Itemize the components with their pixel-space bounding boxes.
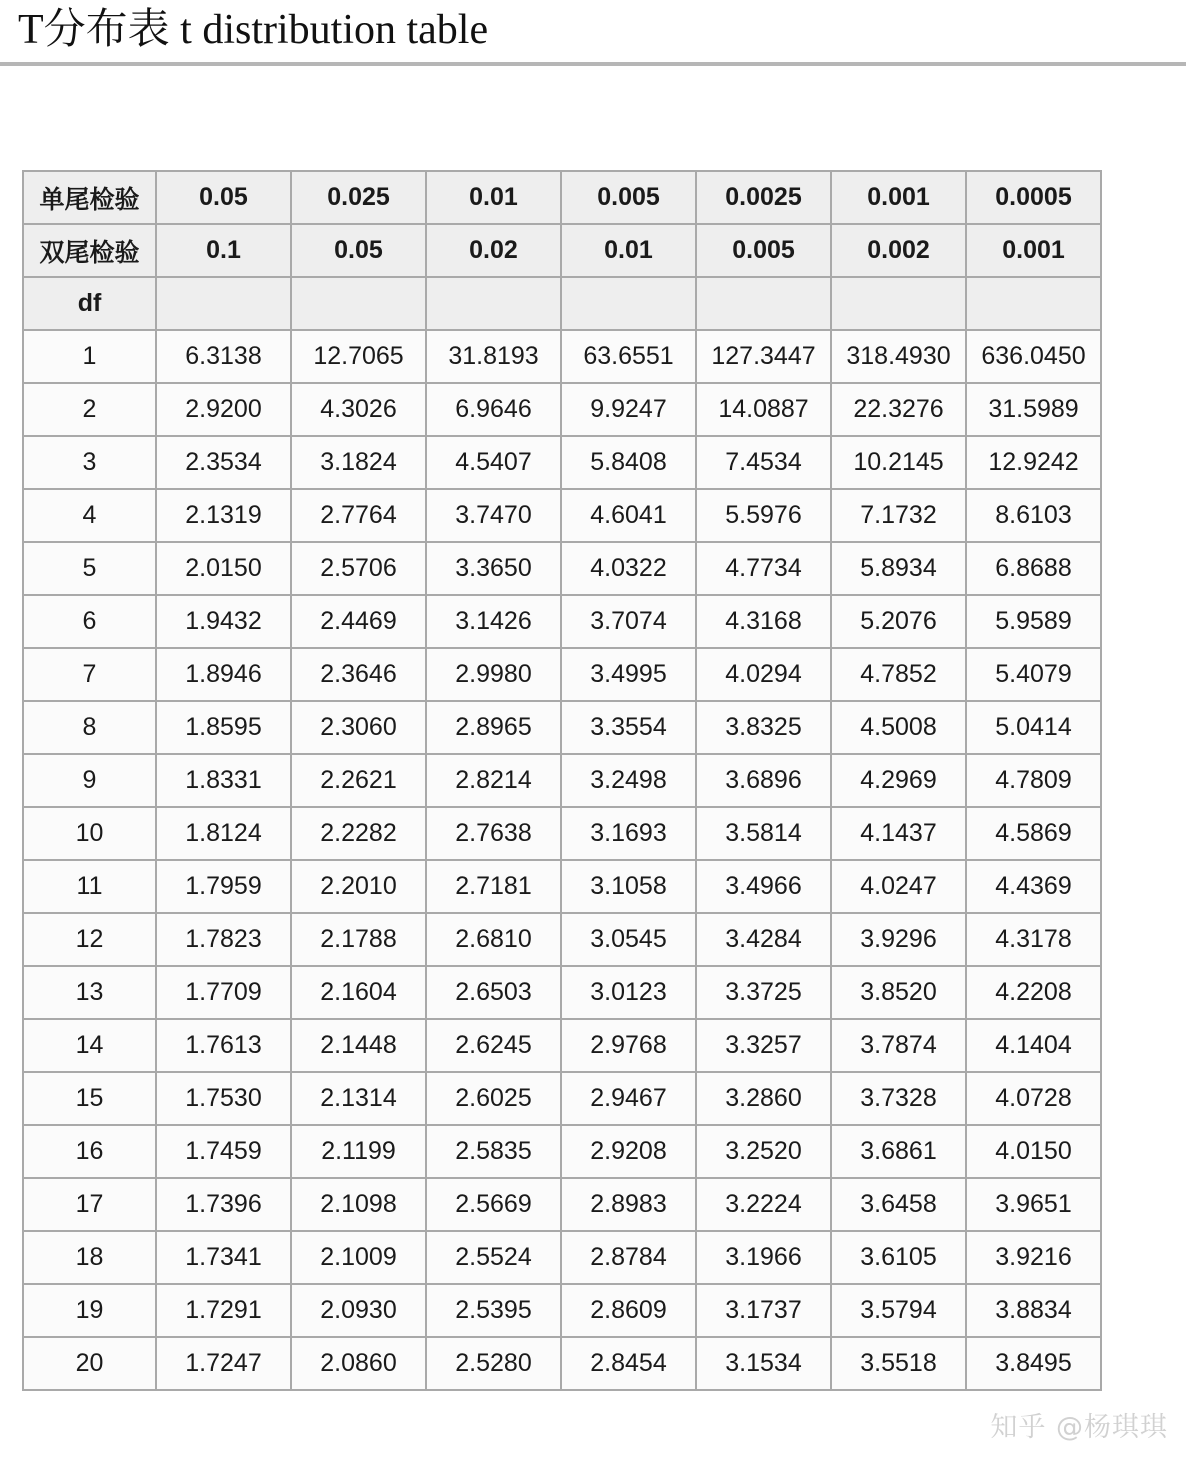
critical-value-cell: 3.6861 — [831, 1125, 966, 1178]
two-tailed-level-6: 0.001 — [966, 224, 1101, 277]
table-row — [23, 701, 1101, 754]
critical-value-cell: 3.4284 — [696, 913, 831, 966]
critical-value-cell: 31.5989 — [966, 383, 1101, 436]
df-value: 17 — [23, 1178, 156, 1231]
table-row — [23, 436, 1101, 489]
critical-value-cell: 4.0294 — [696, 648, 831, 701]
critical-value-cell: 2.2010 — [291, 860, 426, 913]
critical-value-cell: 1.9432 — [156, 595, 291, 648]
critical-value-cell: 12.9242 — [966, 436, 1101, 489]
critical-value-cell: 2.8609 — [561, 1284, 696, 1337]
critical-value-cell: 3.2860 — [696, 1072, 831, 1125]
table-row — [23, 648, 1101, 701]
critical-value-cell: 3.8834 — [966, 1284, 1101, 1337]
one-tailed-header-row — [23, 171, 1101, 224]
critical-value-cell: 127.3447 — [696, 330, 831, 383]
critical-value-cell: 3.3257 — [696, 1019, 831, 1072]
two-tailed-level-0: 0.1 — [156, 224, 291, 277]
critical-value-cell: 3.3554 — [561, 701, 696, 754]
table-row — [23, 807, 1101, 860]
critical-value-cell: 2.0930 — [291, 1284, 426, 1337]
critical-value-cell: 3.4995 — [561, 648, 696, 701]
one-tailed-level-0: 0.05 — [156, 171, 291, 224]
critical-value-cell: 4.0728 — [966, 1072, 1101, 1125]
table-container — [0, 66, 1186, 1391]
critical-value-cell: 2.1199 — [291, 1125, 426, 1178]
two-tailed-header-row — [23, 224, 1101, 277]
df-value: 15 — [23, 1072, 156, 1125]
critical-value-cell: 1.8124 — [156, 807, 291, 860]
critical-value-cell: 2.1319 — [156, 489, 291, 542]
critical-value-cell: 12.7065 — [291, 330, 426, 383]
critical-value-cell: 4.3178 — [966, 913, 1101, 966]
df-spacer-5 — [831, 277, 966, 330]
critical-value-cell: 3.0123 — [561, 966, 696, 1019]
one-tailed-label: 单尾检验 — [23, 171, 156, 224]
df-value: 2 — [23, 383, 156, 436]
df-value: 18 — [23, 1231, 156, 1284]
critical-value-cell: 2.2282 — [291, 807, 426, 860]
critical-value-cell: 3.7074 — [561, 595, 696, 648]
critical-value-cell: 2.5524 — [426, 1231, 561, 1284]
critical-value-cell: 2.8983 — [561, 1178, 696, 1231]
critical-value-cell: 2.7638 — [426, 807, 561, 860]
critical-value-cell: 2.0860 — [291, 1337, 426, 1390]
critical-value-cell: 22.3276 — [831, 383, 966, 436]
df-value: 13 — [23, 966, 156, 1019]
table-head — [23, 171, 1101, 330]
critical-value-cell: 6.9646 — [426, 383, 561, 436]
page-title: T分布表 t distribution table — [18, 7, 489, 53]
critical-value-cell: 3.9651 — [966, 1178, 1101, 1231]
table-row — [23, 913, 1101, 966]
t-distribution-table — [22, 170, 1102, 1391]
df-value: 11 — [23, 860, 156, 913]
critical-value-cell: 5.8934 — [831, 542, 966, 595]
critical-value-cell: 4.1437 — [831, 807, 966, 860]
critical-value-cell: 3.1534 — [696, 1337, 831, 1390]
critical-value-cell: 3.9216 — [966, 1231, 1101, 1284]
critical-value-cell: 2.9980 — [426, 648, 561, 701]
critical-value-cell: 9.9247 — [561, 383, 696, 436]
critical-value-cell: 2.8214 — [426, 754, 561, 807]
two-tailed-level-2: 0.02 — [426, 224, 561, 277]
critical-value-cell: 2.7764 — [291, 489, 426, 542]
critical-value-cell: 3.8325 — [696, 701, 831, 754]
critical-value-cell: 3.6896 — [696, 754, 831, 807]
table-row — [23, 1231, 1101, 1284]
critical-value-cell: 5.4079 — [966, 648, 1101, 701]
critical-value-cell: 2.0150 — [156, 542, 291, 595]
critical-value-cell: 4.3168 — [696, 595, 831, 648]
table-row — [23, 1125, 1101, 1178]
critical-value-cell: 3.7470 — [426, 489, 561, 542]
df-header-row — [23, 277, 1101, 330]
table-row — [23, 330, 1101, 383]
one-tailed-level-4: 0.0025 — [696, 171, 831, 224]
critical-value-cell: 4.0247 — [831, 860, 966, 913]
critical-value-cell: 3.7874 — [831, 1019, 966, 1072]
one-tailed-level-2: 0.01 — [426, 171, 561, 224]
df-label: df — [23, 277, 156, 330]
critical-value-cell: 1.7709 — [156, 966, 291, 1019]
critical-value-cell: 2.6245 — [426, 1019, 561, 1072]
df-value: 7 — [23, 648, 156, 701]
critical-value-cell: 3.1426 — [426, 595, 561, 648]
table-body — [23, 330, 1101, 1390]
critical-value-cell: 5.9589 — [966, 595, 1101, 648]
critical-value-cell: 3.2520 — [696, 1125, 831, 1178]
table-row — [23, 1337, 1101, 1390]
df-value: 10 — [23, 807, 156, 860]
critical-value-cell: 2.4469 — [291, 595, 426, 648]
critical-value-cell: 2.6025 — [426, 1072, 561, 1125]
critical-value-cell: 3.5794 — [831, 1284, 966, 1337]
critical-value-cell: 4.2208 — [966, 966, 1101, 1019]
critical-value-cell: 5.5976 — [696, 489, 831, 542]
critical-value-cell: 1.7530 — [156, 1072, 291, 1125]
critical-value-cell: 1.7459 — [156, 1125, 291, 1178]
critical-value-cell: 4.3026 — [291, 383, 426, 436]
critical-value-cell: 4.5869 — [966, 807, 1101, 860]
critical-value-cell: 63.6551 — [561, 330, 696, 383]
df-value: 14 — [23, 1019, 156, 1072]
table-row — [23, 383, 1101, 436]
watermark: 知乎 @杨琪琪 — [990, 1412, 1168, 1443]
df-value: 1 — [23, 330, 156, 383]
critical-value-cell: 1.7247 — [156, 1337, 291, 1390]
critical-value-cell: 636.0450 — [966, 330, 1101, 383]
critical-value-cell: 3.6105 — [831, 1231, 966, 1284]
critical-value-cell: 3.1824 — [291, 436, 426, 489]
critical-value-cell: 3.5814 — [696, 807, 831, 860]
critical-value-cell: 2.1604 — [291, 966, 426, 1019]
critical-value-cell: 2.9768 — [561, 1019, 696, 1072]
df-value: 8 — [23, 701, 156, 754]
critical-value-cell: 1.7396 — [156, 1178, 291, 1231]
df-value: 16 — [23, 1125, 156, 1178]
two-tailed-label: 双尾检验 — [23, 224, 156, 277]
critical-value-cell: 3.8495 — [966, 1337, 1101, 1390]
critical-value-cell: 2.9208 — [561, 1125, 696, 1178]
df-value: 12 — [23, 913, 156, 966]
table-row — [23, 966, 1101, 1019]
critical-value-cell: 1.8331 — [156, 754, 291, 807]
critical-value-cell: 3.6458 — [831, 1178, 966, 1231]
critical-value-cell: 2.1009 — [291, 1231, 426, 1284]
critical-value-cell: 10.2145 — [831, 436, 966, 489]
critical-value-cell: 2.5280 — [426, 1337, 561, 1390]
one-tailed-level-5: 0.001 — [831, 171, 966, 224]
critical-value-cell: 31.8193 — [426, 330, 561, 383]
critical-value-cell: 2.6503 — [426, 966, 561, 1019]
critical-value-cell: 3.1058 — [561, 860, 696, 913]
df-value: 4 — [23, 489, 156, 542]
critical-value-cell: 5.2076 — [831, 595, 966, 648]
critical-value-cell: 2.9467 — [561, 1072, 696, 1125]
critical-value-cell: 7.1732 — [831, 489, 966, 542]
critical-value-cell: 4.7734 — [696, 542, 831, 595]
critical-value-cell: 8.6103 — [966, 489, 1101, 542]
critical-value-cell: 5.8408 — [561, 436, 696, 489]
critical-value-cell: 4.7809 — [966, 754, 1101, 807]
df-value: 6 — [23, 595, 156, 648]
table-row — [23, 1178, 1101, 1231]
critical-value-cell: 3.8520 — [831, 966, 966, 1019]
critical-value-cell: 4.5407 — [426, 436, 561, 489]
critical-value-cell: 2.5395 — [426, 1284, 561, 1337]
df-value: 9 — [23, 754, 156, 807]
critical-value-cell: 3.2498 — [561, 754, 696, 807]
critical-value-cell: 14.0887 — [696, 383, 831, 436]
df-spacer-6 — [966, 277, 1101, 330]
critical-value-cell: 7.4534 — [696, 436, 831, 489]
df-value: 19 — [23, 1284, 156, 1337]
table-row — [23, 754, 1101, 807]
critical-value-cell: 3.1737 — [696, 1284, 831, 1337]
critical-value-cell: 5.0414 — [966, 701, 1101, 754]
df-spacer-3 — [561, 277, 696, 330]
critical-value-cell: 2.7181 — [426, 860, 561, 913]
table-row — [23, 1072, 1101, 1125]
two-tailed-level-3: 0.01 — [561, 224, 696, 277]
critical-value-cell: 3.7328 — [831, 1072, 966, 1125]
df-value: 5 — [23, 542, 156, 595]
critical-value-cell: 3.2224 — [696, 1178, 831, 1231]
critical-value-cell: 1.8946 — [156, 648, 291, 701]
df-value: 20 — [23, 1337, 156, 1390]
critical-value-cell: 2.3060 — [291, 701, 426, 754]
df-spacer-4 — [696, 277, 831, 330]
critical-value-cell: 4.1404 — [966, 1019, 1101, 1072]
critical-value-cell: 4.6041 — [561, 489, 696, 542]
table-row — [23, 595, 1101, 648]
df-spacer-0 — [156, 277, 291, 330]
df-value: 3 — [23, 436, 156, 489]
critical-value-cell: 3.1693 — [561, 807, 696, 860]
two-tailed-level-5: 0.002 — [831, 224, 966, 277]
table-row — [23, 542, 1101, 595]
table-row — [23, 489, 1101, 542]
critical-value-cell: 1.7823 — [156, 913, 291, 966]
critical-value-cell: 2.8784 — [561, 1231, 696, 1284]
table-row — [23, 1019, 1101, 1072]
critical-value-cell: 2.9200 — [156, 383, 291, 436]
critical-value-cell: 2.1448 — [291, 1019, 426, 1072]
critical-value-cell: 3.1966 — [696, 1231, 831, 1284]
critical-value-cell: 3.3650 — [426, 542, 561, 595]
critical-value-cell: 6.8688 — [966, 542, 1101, 595]
table-row — [23, 860, 1101, 913]
critical-value-cell: 6.3138 — [156, 330, 291, 383]
critical-value-cell: 4.4369 — [966, 860, 1101, 913]
two-tailed-level-1: 0.05 — [291, 224, 426, 277]
critical-value-cell: 3.3725 — [696, 966, 831, 1019]
critical-value-cell: 3.5518 — [831, 1337, 966, 1390]
critical-value-cell: 1.7291 — [156, 1284, 291, 1337]
two-tailed-level-4: 0.005 — [696, 224, 831, 277]
critical-value-cell: 2.1098 — [291, 1178, 426, 1231]
critical-value-cell: 4.7852 — [831, 648, 966, 701]
critical-value-cell: 1.7341 — [156, 1231, 291, 1284]
critical-value-cell: 3.0545 — [561, 913, 696, 966]
critical-value-cell: 1.7959 — [156, 860, 291, 913]
critical-value-cell: 2.3646 — [291, 648, 426, 701]
critical-value-cell: 2.3534 — [156, 436, 291, 489]
df-spacer-1 — [291, 277, 426, 330]
critical-value-cell: 4.5008 — [831, 701, 966, 754]
one-tailed-level-6: 0.0005 — [966, 171, 1101, 224]
critical-value-cell: 1.7613 — [156, 1019, 291, 1072]
table-row — [23, 1284, 1101, 1337]
critical-value-cell: 2.5669 — [426, 1178, 561, 1231]
one-tailed-level-1: 0.025 — [291, 171, 426, 224]
critical-value-cell: 3.4966 — [696, 860, 831, 913]
critical-value-cell: 2.1314 — [291, 1072, 426, 1125]
critical-value-cell: 318.4930 — [831, 330, 966, 383]
critical-value-cell: 4.2969 — [831, 754, 966, 807]
critical-value-cell: 2.1788 — [291, 913, 426, 966]
critical-value-cell: 2.8965 — [426, 701, 561, 754]
one-tailed-level-3: 0.005 — [561, 171, 696, 224]
critical-value-cell: 2.5835 — [426, 1125, 561, 1178]
critical-value-cell: 2.6810 — [426, 913, 561, 966]
critical-value-cell: 2.8454 — [561, 1337, 696, 1390]
critical-value-cell: 4.0150 — [966, 1125, 1101, 1178]
critical-value-cell: 2.5706 — [291, 542, 426, 595]
critical-value-cell: 2.2621 — [291, 754, 426, 807]
critical-value-cell: 4.0322 — [561, 542, 696, 595]
critical-value-cell: 1.8595 — [156, 701, 291, 754]
df-spacer-2 — [426, 277, 561, 330]
title-block — [0, 0, 1186, 62]
critical-value-cell: 3.9296 — [831, 913, 966, 966]
